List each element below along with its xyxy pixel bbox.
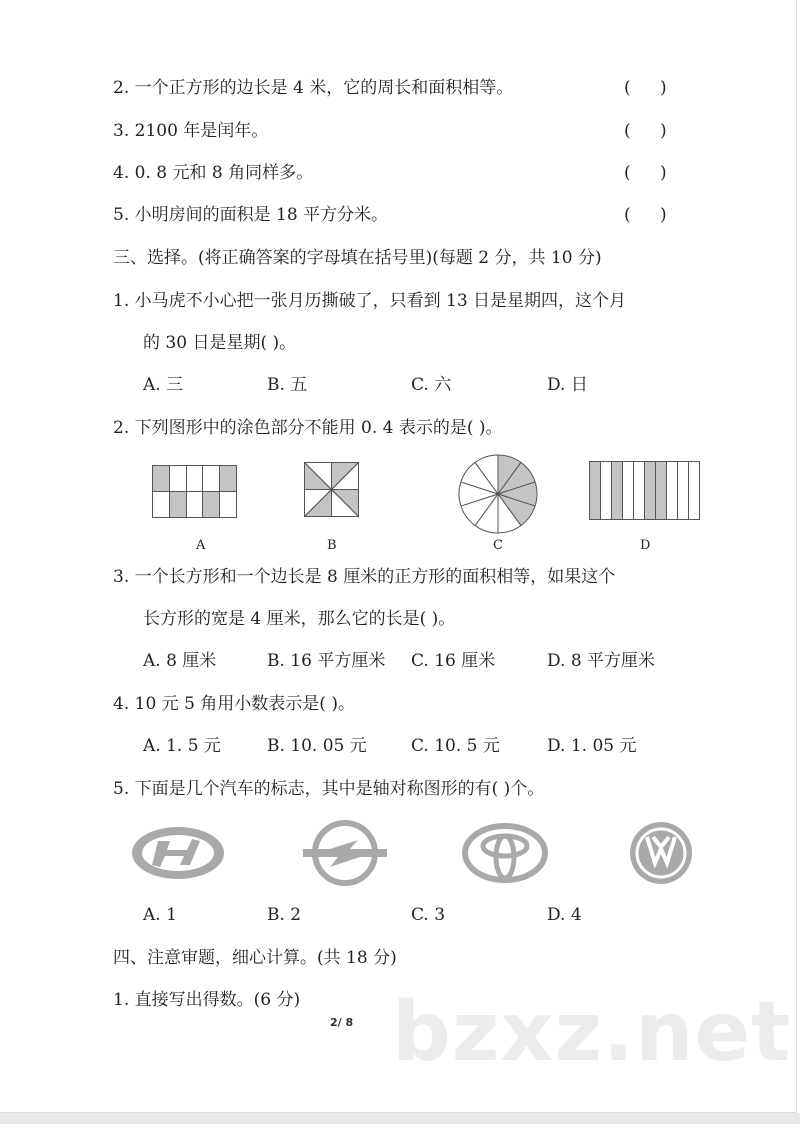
answer-paren: ( ) — [624, 205, 667, 225]
s4-q1-text: 1. 直接写出得数。(6 分) — [113, 990, 301, 1010]
strip — [689, 462, 700, 520]
q5-option-b: B. 2 — [267, 905, 302, 925]
judge-item-3: 3. 2100 年是闰年。 — [113, 121, 269, 141]
q5-option-d: D. 4 — [547, 905, 582, 925]
q3-option-a: A. 8 厘米 — [143, 651, 217, 671]
q1-option-a: A. 三 — [143, 375, 184, 395]
q4-option-b: B. 10. 05 元 — [267, 736, 367, 756]
strip — [656, 462, 667, 520]
page-number: 2/ 8 — [330, 1016, 354, 1029]
q1-line1: 1. 小马虎不小心把一张月历撕破了，只看到 13 日是星期四，这个月 — [113, 291, 627, 311]
q3-line2: 长方形的宽是 4 厘米，那么它的长是( )。 — [143, 609, 456, 629]
strip — [601, 462, 612, 520]
figure-d-strips — [589, 461, 701, 521]
q1-option-d: D. 日 — [547, 375, 588, 395]
judge-item-5: 5. 小明房间的面积是 18 平方分米。 — [113, 205, 389, 225]
figure-label-c: C — [493, 538, 503, 553]
strip — [590, 462, 601, 520]
q2-text: 2. 下列图形中的涂色部分不能用 0. 4 表示的是( )。 — [113, 418, 503, 438]
strip — [634, 462, 645, 520]
q5-text: 5. 下面是几个汽车的标志，其中是轴对称图形的有( )个。 — [113, 779, 545, 799]
q3-line1: 3. 一个长方形和一个边长是 8 厘米的正方形的面积相等，如果这个 — [113, 567, 616, 587]
section-3-heading: 三、选择。(将正确答案的字母填在括号里)(每题 2 分，共 10 分) — [113, 248, 602, 268]
page-separator — [0, 1113, 800, 1124]
judge-item-2: 2. 一个正方形的边长是 4 米，它的周长和面积相等。 — [113, 78, 514, 98]
q3-option-c: C. 16 厘米 — [411, 651, 496, 671]
figure-label-d: D — [640, 538, 651, 553]
answer-paren: ( ) — [624, 163, 667, 183]
q4-option-c: C. 10. 5 元 — [411, 736, 500, 756]
strip — [678, 462, 689, 520]
q5-option-a: A. 1 — [143, 905, 177, 925]
q3-option-d: D. 8 平方厘米 — [547, 651, 656, 671]
figure-label-a: A — [196, 538, 206, 553]
q1-option-c: C. 六 — [411, 375, 452, 395]
volkswagen-logo — [627, 819, 695, 887]
answer-paren: ( ) — [624, 121, 667, 141]
q4-option-a: A. 1. 5 元 — [143, 736, 221, 756]
strip — [612, 462, 623, 520]
strip — [623, 462, 634, 520]
q1-option-b: B. 五 — [267, 375, 308, 395]
figure-b-square — [304, 462, 360, 518]
watermark: bzxz.net — [392, 985, 792, 1080]
q3-option-b: B. 16 平方厘米 — [267, 651, 386, 671]
judge-item-4: 4. 0. 8 元和 8 角同样多。 — [113, 163, 314, 183]
figure-label-b: B — [327, 538, 337, 553]
strip — [645, 462, 656, 520]
answer-paren: ( ) — [624, 78, 667, 98]
toyota-logo — [460, 822, 550, 884]
q5-option-c: C. 3 — [411, 905, 446, 925]
figure-c-circle — [456, 452, 540, 536]
section-4-heading: 四、注意审题，细心计算。(共 18 分) — [113, 948, 397, 968]
q4-option-d: D. 1. 05 元 — [547, 736, 637, 756]
strip — [667, 462, 678, 520]
hyundai-logo — [130, 823, 226, 883]
q4-text: 4. 10 元 5 角用小数表示是( )。 — [113, 694, 355, 714]
q1-line2: 的 30 日是星期( )。 — [143, 333, 297, 353]
opel-logo — [300, 818, 390, 888]
figure-a-grid — [152, 465, 248, 519]
